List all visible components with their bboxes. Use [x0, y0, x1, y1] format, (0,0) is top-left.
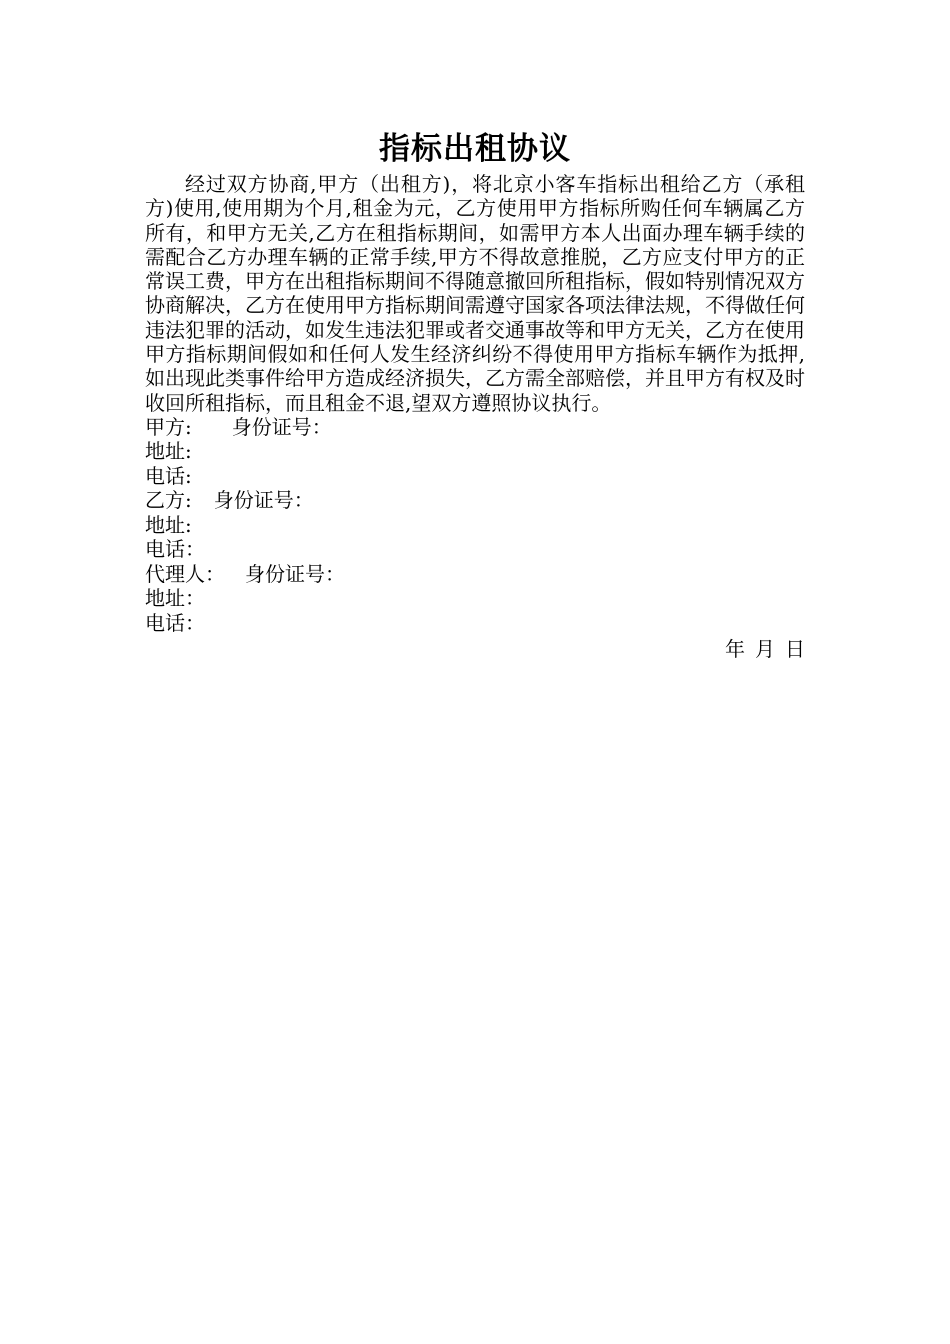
party-a-address: 地址: [145, 439, 192, 464]
agent-phone: 电话： [145, 610, 205, 635]
party-a-id-label: 身份证号： [231, 414, 332, 439]
party-a-label: 甲方: [145, 414, 192, 439]
date-month: 月 [755, 637, 775, 662]
agent-label: 代理人： [145, 561, 225, 586]
party-a-phone: 电话: [145, 463, 192, 488]
party-b-label: 乙方: [145, 488, 192, 513]
party-b-address: 地址: [145, 512, 192, 537]
agent-address: 地址： [145, 586, 205, 611]
date-day: 日 [785, 637, 805, 662]
document-title: 指标出租协议 [379, 131, 571, 167]
party-b-block [145, 488, 805, 562]
party-a-block [145, 415, 805, 489]
party-b-phone: 电话： [145, 537, 205, 562]
signing-date [145, 635, 805, 663]
date-year: 年 [725, 637, 745, 662]
document-page [145, 126, 805, 663]
party-b-line [145, 488, 805, 513]
party-b-id-label: 身份证号： [213, 488, 314, 513]
agent-block [145, 562, 805, 636]
agent-line [145, 562, 805, 587]
party-a-line [145, 415, 805, 440]
agreement-body: 经过双方协商,甲方（出租方)，将北京小客车指标出租给乙方（承租方)使用,使用期为个月,租金为元，乙方使用甲方指标所购任何车辆属乙方所有，和甲方无关,乙方在租指标期间，如需甲方本人出面办理车辆手续的需配合乙方办理车辆的正常手续,甲方不得故意推脱，乙方应支付甲方的正常误工费，甲方在出租指标期间不得随意撤回所租指标，假如特别情况双方协商解决，乙方在使用甲方指标期间需遵守国家各项法律法规，不得做任何违法犯罪的活动，如发生违法犯罪或者交通事故等和甲方无关，乙方在使用甲方指标期间假如和任何人发生经济纠纷不得使用甲方指标车辆作为抵押,如出现此类事件给甲方造成经济损失，乙方需全部赔偿，并且甲方有权及时收回所租指标，而且租金不退,望双方遵照协议执行。 [145, 172, 805, 415]
agent-id-label: 身份证号： [245, 561, 345, 586]
